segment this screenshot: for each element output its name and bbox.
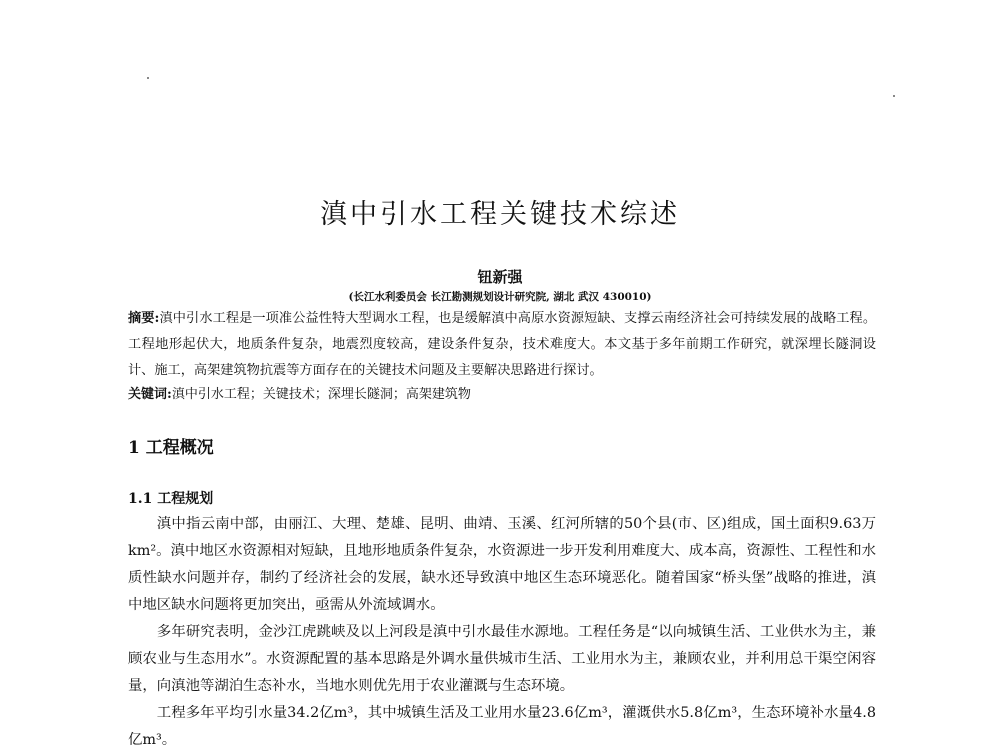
body-text [128, 511, 876, 754]
abstract-label: 摘要: [128, 311, 160, 326]
keywords-text: 滇中引水工程；关键技术；深埋长隧洞；高架建筑物 [171, 387, 471, 402]
section-1-1-heading: 1.1 工程规划 [128, 491, 214, 507]
section-1-heading: 1 工程概况 [128, 438, 214, 458]
keywords-label: 关键词: [128, 387, 172, 402]
scan-speck [147, 77, 149, 79]
paragraph: 多年研究表明，金沙江虎跳峡及以上河段是滇中引水最佳水源地。工程任务是“以向城镇生活、工业供水为主，兼顾农业与生态用水”。水资源配置的基本思路是外调水量供城市生活、工业用水为主，兼顾农业，并利用总干渠空闲容量，向滇池等湖泊生态补水，当地水则优先用于农业灌溉与生态环境。 [128, 624, 876, 694]
paper-affiliation: (长江水利委员会 长江勘测规划设计研究院, 湖北 武汉 430010) [348, 291, 652, 303]
abstract-text: 滇中引水工程是一项准公益性特大型调水工程，也是缓解滇中高原水资源短缺、支撑云南经济社会可持续发展的战略工程。工程地形起伏大，地质条件复杂，地震烈度较高，建设条件复杂，技术难度大。本文基于多年前期工作研究，就深埋长隧洞设计、施工，高架建筑物抗震等方面存在的关键技术问题及主要解决思路进行探讨。 [128, 311, 877, 378]
paper-author: 钮新强 [477, 268, 523, 286]
paragraph: 滇中指云南中部，由丽江、大理、楚雄、昆明、曲靖、玉溪、红河所辖的50个县(市、区)组成，国土面积9.63万km²。滇中地区水资源相对短缺，且地形地质条件复杂，水资源进一步开发利用难度大、成本高，资源性、工程性和水质性缺水问题并存，制约了经济社会的发展，缺水还导致滇中地区生态环境恶化。随着国家“桥头堡”战略的推进，滇中地区缺水问题将更加突出，亟需从外流域调水。 [128, 516, 876, 613]
paragraph: 工程多年平均引水量34.2亿m³，其中城镇生活及工业用水量23.6亿m³，灌溉供水5.8亿m³，生态环境补水量4.8亿m³。 [128, 705, 876, 748]
scan-speck [893, 95, 895, 97]
abstract [128, 306, 876, 384]
keywords [128, 383, 876, 407]
paper-title: 滇中引水工程关键技术综述 [320, 199, 680, 230]
